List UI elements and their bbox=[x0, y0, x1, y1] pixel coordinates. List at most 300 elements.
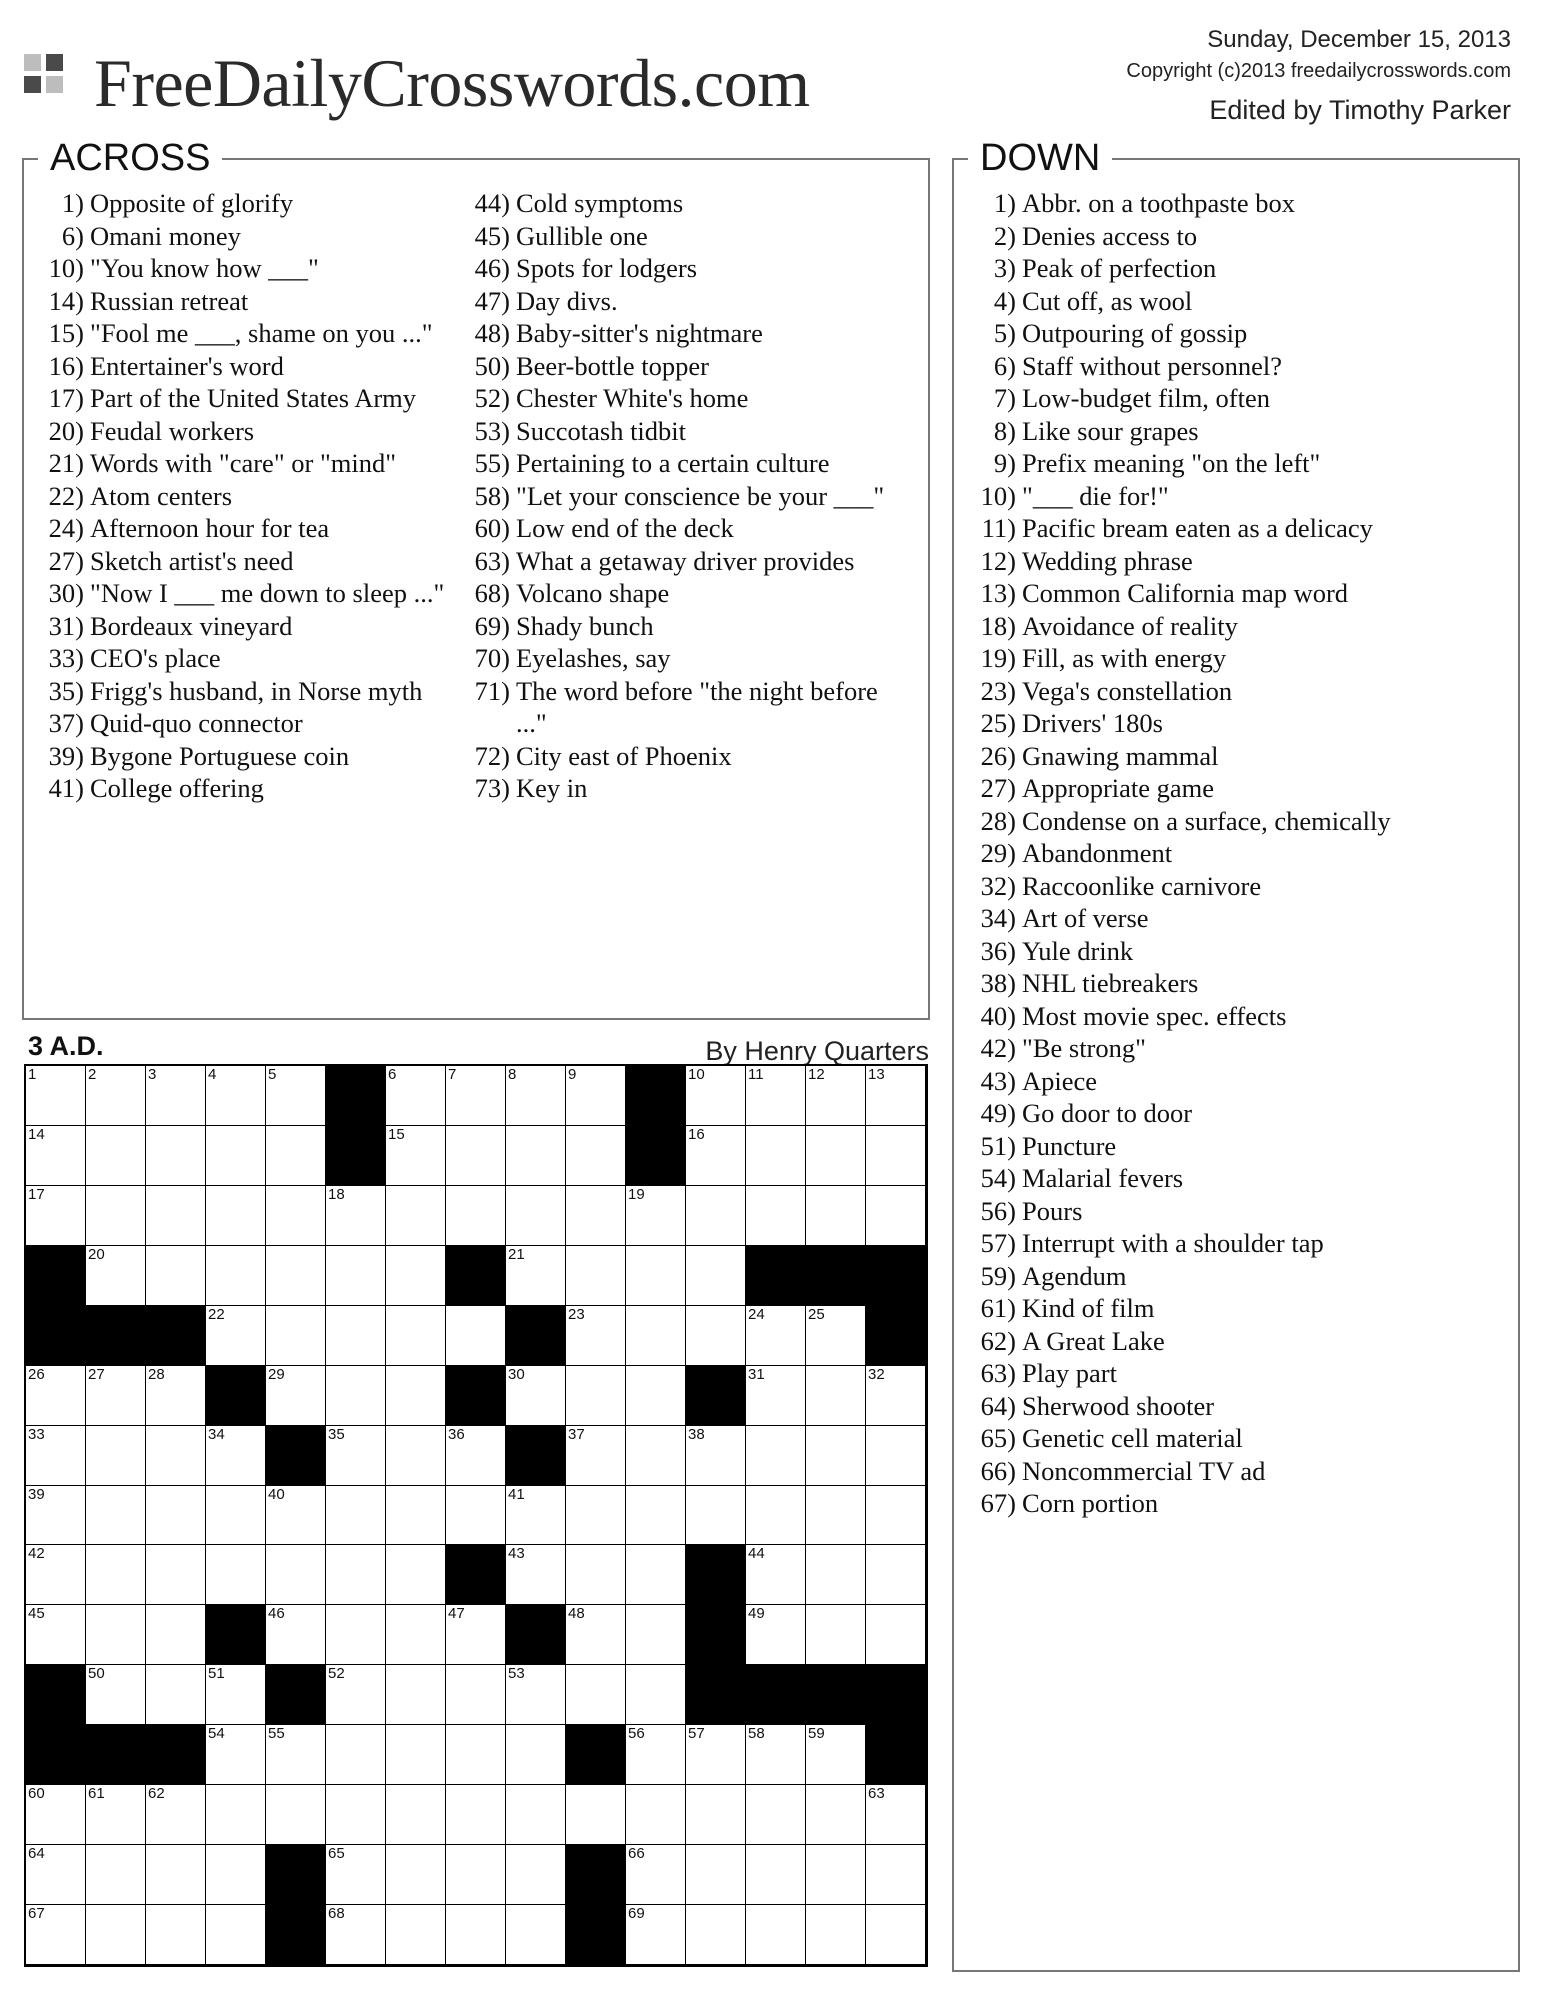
grid-cell[interactable] bbox=[506, 1725, 566, 1785]
grid-cell[interactable] bbox=[866, 1545, 926, 1605]
clue-item[interactable] bbox=[470, 350, 900, 383]
clue-item[interactable] bbox=[470, 610, 900, 643]
clue-item[interactable] bbox=[470, 642, 900, 675]
clue-item[interactable] bbox=[470, 577, 900, 610]
grid-cell[interactable] bbox=[806, 1905, 866, 1965]
clue-item[interactable] bbox=[44, 512, 454, 545]
grid-cell[interactable] bbox=[746, 1306, 806, 1366]
clue-text: Pours bbox=[1022, 1195, 1083, 1226]
clue-item[interactable] bbox=[470, 740, 900, 773]
clue-item[interactable] bbox=[470, 415, 900, 448]
clue-text: Quid-quo connector bbox=[90, 708, 303, 738]
grid-cell[interactable] bbox=[566, 1186, 626, 1246]
grid-cell[interactable] bbox=[86, 1665, 146, 1725]
grid-cell[interactable] bbox=[86, 1486, 146, 1546]
grid-cell[interactable] bbox=[746, 1785, 806, 1845]
clue-text: Art of verse bbox=[1022, 903, 1149, 933]
grid-cell[interactable] bbox=[326, 1426, 386, 1486]
grid-cell[interactable] bbox=[206, 1905, 266, 1965]
grid-cell[interactable] bbox=[566, 1486, 626, 1546]
cell-number: 56 bbox=[628, 1725, 645, 1743]
grid-cell[interactable] bbox=[806, 1725, 866, 1785]
grid-cell[interactable] bbox=[566, 1665, 626, 1725]
grid-cell[interactable] bbox=[686, 1126, 746, 1186]
clue-item[interactable] bbox=[44, 350, 454, 383]
grid-cell[interactable] bbox=[626, 1486, 686, 1546]
grid-cell[interactable] bbox=[866, 1845, 926, 1905]
clue-item[interactable] bbox=[44, 317, 454, 350]
clue-item[interactable] bbox=[976, 1487, 1506, 1520]
grid-cell[interactable] bbox=[146, 1066, 206, 1126]
cell-number: 34 bbox=[208, 1425, 225, 1443]
grid-cell[interactable] bbox=[206, 1246, 266, 1306]
grid-cell[interactable] bbox=[386, 1605, 446, 1665]
grid-cell[interactable] bbox=[746, 1845, 806, 1905]
grid-cell[interactable] bbox=[386, 1126, 446, 1186]
grid-cell[interactable] bbox=[206, 1126, 266, 1186]
grid-cell[interactable] bbox=[146, 1246, 206, 1306]
grid-cell[interactable] bbox=[266, 1306, 326, 1366]
grid-cell[interactable] bbox=[386, 1246, 446, 1306]
clue-text: Peak of perfection bbox=[1022, 253, 1217, 283]
clue-item[interactable] bbox=[44, 447, 454, 480]
grid-cell[interactable] bbox=[326, 1785, 386, 1845]
clue-item[interactable] bbox=[44, 480, 454, 513]
grid-cell[interactable] bbox=[206, 1785, 266, 1845]
grid-cell[interactable] bbox=[626, 1665, 686, 1725]
grid-cell[interactable] bbox=[806, 1545, 866, 1605]
grid-cell[interactable] bbox=[326, 1905, 386, 1965]
grid-cell[interactable] bbox=[806, 1066, 866, 1126]
grid-cell[interactable] bbox=[566, 1306, 626, 1366]
clue-item[interactable] bbox=[976, 642, 1506, 675]
grid-cell[interactable] bbox=[866, 1605, 926, 1665]
grid-cell[interactable] bbox=[146, 1126, 206, 1186]
clue-item[interactable] bbox=[976, 1065, 1506, 1098]
grid-cell[interactable] bbox=[26, 1845, 86, 1905]
clue-text: "Be strong" bbox=[1022, 1033, 1146, 1063]
clue-item[interactable] bbox=[976, 545, 1506, 578]
clue-item[interactable] bbox=[976, 740, 1506, 773]
clue-item[interactable] bbox=[44, 577, 454, 610]
grid-cell[interactable] bbox=[26, 1366, 86, 1426]
grid-cell[interactable] bbox=[566, 1605, 626, 1665]
grid-block bbox=[746, 1246, 806, 1306]
grid-cell[interactable] bbox=[26, 1426, 86, 1486]
clue-number: 46) bbox=[474, 253, 510, 283]
grid-cell[interactable] bbox=[26, 1126, 86, 1186]
grid-cell[interactable] bbox=[206, 1845, 266, 1905]
grid-cell[interactable] bbox=[506, 1246, 566, 1306]
grid-cell[interactable] bbox=[206, 1066, 266, 1126]
grid-cell[interactable] bbox=[506, 1905, 566, 1965]
grid-cell[interactable] bbox=[626, 1246, 686, 1306]
clue-item[interactable] bbox=[44, 740, 454, 773]
clue-item[interactable] bbox=[976, 610, 1506, 643]
grid-cell[interactable] bbox=[866, 1186, 926, 1246]
grid-cell[interactable] bbox=[686, 1186, 746, 1246]
grid-cell[interactable] bbox=[386, 1426, 446, 1486]
grid-cell[interactable] bbox=[746, 1366, 806, 1426]
grid-cell[interactable] bbox=[746, 1486, 806, 1546]
puzzle-author: By Henry Quarters bbox=[705, 1036, 929, 1066]
grid-cell[interactable] bbox=[266, 1186, 326, 1246]
grid-cell[interactable] bbox=[86, 1066, 146, 1126]
clue-item[interactable] bbox=[976, 1357, 1506, 1390]
clue-item[interactable] bbox=[470, 675, 900, 740]
clue-number: 70) bbox=[474, 643, 510, 673]
grid-cell[interactable] bbox=[566, 1426, 626, 1486]
clue-text: Common California map word bbox=[1022, 578, 1349, 608]
grid-cell[interactable] bbox=[446, 1186, 506, 1246]
clue-item[interactable] bbox=[976, 1390, 1506, 1423]
clue-number: 38) bbox=[980, 968, 1016, 998]
clue-item[interactable] bbox=[976, 1097, 1506, 1130]
grid-cell[interactable] bbox=[506, 1126, 566, 1186]
grid-cell[interactable] bbox=[806, 1366, 866, 1426]
grid-cell[interactable] bbox=[446, 1905, 506, 1965]
grid-cell[interactable] bbox=[746, 1905, 806, 1965]
grid-cell[interactable] bbox=[506, 1845, 566, 1905]
grid-cell[interactable] bbox=[86, 1605, 146, 1665]
grid-cell[interactable] bbox=[266, 1486, 326, 1546]
grid-cell[interactable] bbox=[206, 1545, 266, 1605]
clue-item[interactable] bbox=[976, 805, 1506, 838]
cell-number: 23 bbox=[568, 1305, 585, 1323]
clue-item[interactable] bbox=[976, 870, 1506, 903]
grid-cell[interactable] bbox=[626, 1366, 686, 1426]
cell-number: 48 bbox=[568, 1605, 585, 1623]
grid-cell[interactable] bbox=[86, 1246, 146, 1306]
clue-item[interactable] bbox=[470, 220, 900, 253]
grid-cell[interactable] bbox=[206, 1186, 266, 1246]
clue-item[interactable] bbox=[976, 1227, 1506, 1260]
clue-text: Words with "care" or "mind" bbox=[90, 448, 397, 478]
grid-cell[interactable] bbox=[146, 1545, 206, 1605]
grid-cell[interactable] bbox=[206, 1486, 266, 1546]
grid-cell[interactable] bbox=[686, 1066, 746, 1126]
grid-cell[interactable] bbox=[626, 1905, 686, 1965]
grid-cell[interactable] bbox=[26, 1545, 86, 1605]
grid-cell[interactable] bbox=[146, 1905, 206, 1965]
grid-cell[interactable] bbox=[626, 1725, 686, 1785]
clue-item[interactable] bbox=[976, 1130, 1506, 1163]
grid-cell[interactable] bbox=[86, 1785, 146, 1845]
grid-block bbox=[506, 1306, 566, 1366]
clue-item[interactable] bbox=[976, 1032, 1506, 1065]
grid-cell[interactable] bbox=[686, 1486, 746, 1546]
clue-item[interactable] bbox=[976, 252, 1506, 285]
clue-item[interactable] bbox=[976, 512, 1506, 545]
grid-cell[interactable] bbox=[626, 1845, 686, 1905]
grid-cell[interactable] bbox=[506, 1665, 566, 1725]
clue-item[interactable] bbox=[44, 382, 454, 415]
grid-cell[interactable] bbox=[806, 1845, 866, 1905]
grid-cell[interactable] bbox=[326, 1665, 386, 1725]
grid-cell[interactable] bbox=[746, 1186, 806, 1246]
grid-cell[interactable] bbox=[26, 1605, 86, 1665]
clue-number: 24) bbox=[48, 513, 84, 543]
grid-cell[interactable] bbox=[746, 1545, 806, 1605]
clue-item[interactable] bbox=[470, 382, 900, 415]
clue-item[interactable] bbox=[976, 1260, 1506, 1293]
cell-number: 22 bbox=[208, 1305, 225, 1323]
clue-item[interactable] bbox=[976, 1162, 1506, 1195]
grid-cell[interactable] bbox=[506, 1785, 566, 1845]
clue-item[interactable] bbox=[976, 285, 1506, 318]
grid-cell[interactable] bbox=[146, 1665, 206, 1725]
grid-cell[interactable] bbox=[386, 1306, 446, 1366]
clue-item[interactable] bbox=[470, 187, 900, 220]
clue-item[interactable] bbox=[976, 837, 1506, 870]
grid-cell[interactable] bbox=[686, 1426, 746, 1486]
clue-item[interactable] bbox=[976, 935, 1506, 968]
clue-item[interactable] bbox=[976, 772, 1506, 805]
grid-cell[interactable] bbox=[746, 1426, 806, 1486]
clue-item[interactable] bbox=[976, 1455, 1506, 1488]
clue-item[interactable] bbox=[976, 577, 1506, 610]
grid-cell[interactable] bbox=[206, 1426, 266, 1486]
clue-item[interactable] bbox=[44, 252, 454, 285]
grid-cell[interactable] bbox=[86, 1905, 146, 1965]
clue-item[interactable] bbox=[44, 707, 454, 740]
clue-item[interactable] bbox=[976, 675, 1506, 708]
clue-text: Low-budget film, often bbox=[1022, 383, 1271, 413]
grid-cell[interactable] bbox=[446, 1725, 506, 1785]
grid-cell[interactable] bbox=[146, 1426, 206, 1486]
clue-item[interactable] bbox=[976, 415, 1506, 448]
grid-cell[interactable] bbox=[326, 1246, 386, 1306]
grid-cell[interactable] bbox=[806, 1186, 866, 1246]
clue-number: 33) bbox=[48, 643, 84, 673]
grid-cell[interactable] bbox=[446, 1845, 506, 1905]
grid-cell[interactable] bbox=[26, 1486, 86, 1546]
grid-cell[interactable] bbox=[446, 1306, 506, 1366]
grid-cell[interactable] bbox=[86, 1426, 146, 1486]
clue-item[interactable] bbox=[976, 1000, 1506, 1033]
grid-cell[interactable] bbox=[86, 1545, 146, 1605]
grid-cell[interactable] bbox=[806, 1126, 866, 1186]
grid-cell[interactable] bbox=[626, 1605, 686, 1665]
grid-cell[interactable] bbox=[266, 1605, 326, 1665]
grid-cell[interactable] bbox=[806, 1785, 866, 1845]
grid-cell[interactable] bbox=[566, 1066, 626, 1126]
grid-cell[interactable] bbox=[386, 1066, 446, 1126]
grid-cell[interactable] bbox=[626, 1785, 686, 1845]
grid-cell[interactable] bbox=[866, 1785, 926, 1845]
clue-text: Baby-sitter's nightmare bbox=[516, 318, 763, 348]
grid-cell[interactable] bbox=[566, 1366, 626, 1426]
clue-item[interactable] bbox=[976, 967, 1506, 1000]
grid-cell[interactable] bbox=[146, 1486, 206, 1546]
cell-number: 35 bbox=[328, 1425, 345, 1443]
grid-cell[interactable] bbox=[86, 1186, 146, 1246]
clue-item[interactable] bbox=[976, 480, 1506, 513]
grid-cell[interactable] bbox=[626, 1306, 686, 1366]
grid-cell[interactable] bbox=[146, 1366, 206, 1426]
grid-cell[interactable] bbox=[506, 1486, 566, 1546]
clue-item[interactable] bbox=[44, 220, 454, 253]
grid-cell[interactable] bbox=[446, 1426, 506, 1486]
grid-cell[interactable] bbox=[266, 1725, 326, 1785]
grid-cell[interactable] bbox=[86, 1845, 146, 1905]
clue-item[interactable] bbox=[44, 675, 454, 708]
grid-cell[interactable] bbox=[146, 1186, 206, 1246]
grid-cell[interactable] bbox=[686, 1306, 746, 1366]
cell-number: 18 bbox=[328, 1185, 345, 1203]
grid-cell[interactable] bbox=[146, 1845, 206, 1905]
grid-cell[interactable] bbox=[326, 1186, 386, 1246]
grid-block bbox=[26, 1725, 86, 1785]
clue-item[interactable] bbox=[976, 1292, 1506, 1325]
grid-cell[interactable] bbox=[866, 1426, 926, 1486]
grid-cell[interactable] bbox=[386, 1665, 446, 1725]
grid-cell[interactable] bbox=[386, 1366, 446, 1426]
clue-item[interactable] bbox=[976, 447, 1506, 480]
grid-cell[interactable] bbox=[446, 1066, 506, 1126]
clue-text: CEO's place bbox=[90, 643, 221, 673]
grid-cell[interactable] bbox=[806, 1306, 866, 1366]
clue-item[interactable] bbox=[976, 1422, 1506, 1455]
grid-cell[interactable] bbox=[686, 1905, 746, 1965]
grid-cell[interactable] bbox=[386, 1186, 446, 1246]
clue-item[interactable] bbox=[470, 480, 900, 513]
grid-cell[interactable] bbox=[866, 1066, 926, 1126]
grid-cell[interactable] bbox=[386, 1905, 446, 1965]
clue-item[interactable] bbox=[976, 1325, 1506, 1358]
grid-cell[interactable] bbox=[806, 1426, 866, 1486]
grid-cell[interactable] bbox=[26, 1785, 86, 1845]
clue-item[interactable] bbox=[976, 317, 1506, 350]
clue-item[interactable] bbox=[976, 187, 1506, 220]
clue-item[interactable] bbox=[44, 772, 454, 805]
grid-cell[interactable] bbox=[866, 1486, 926, 1546]
grid-cell[interactable] bbox=[386, 1545, 446, 1605]
clue-item[interactable] bbox=[976, 1195, 1506, 1228]
grid-cell[interactable] bbox=[686, 1725, 746, 1785]
clue-item[interactable] bbox=[470, 252, 900, 285]
grid-cell[interactable] bbox=[86, 1126, 146, 1186]
grid-cell[interactable] bbox=[266, 1785, 326, 1845]
grid-cell[interactable] bbox=[266, 1066, 326, 1126]
grid-cell[interactable] bbox=[506, 1545, 566, 1605]
grid-cell[interactable] bbox=[866, 1905, 926, 1965]
grid-cell[interactable] bbox=[326, 1486, 386, 1546]
grid-cell[interactable] bbox=[686, 1785, 746, 1845]
clue-item[interactable] bbox=[470, 447, 900, 480]
grid-cell[interactable] bbox=[506, 1066, 566, 1126]
grid-cell[interactable] bbox=[86, 1366, 146, 1426]
grid-cell[interactable] bbox=[866, 1366, 926, 1426]
clue-item[interactable] bbox=[44, 642, 454, 675]
grid-cell[interactable] bbox=[686, 1845, 746, 1905]
grid-cell[interactable] bbox=[686, 1246, 746, 1306]
grid-cell[interactable] bbox=[866, 1126, 926, 1186]
grid-cell[interactable] bbox=[446, 1486, 506, 1546]
grid-cell[interactable] bbox=[626, 1186, 686, 1246]
grid-cell[interactable] bbox=[326, 1725, 386, 1785]
grid-cell[interactable] bbox=[266, 1246, 326, 1306]
clue-item[interactable] bbox=[470, 317, 900, 350]
grid-cell[interactable] bbox=[386, 1785, 446, 1845]
clue-number: 11) bbox=[981, 513, 1016, 543]
grid-cell[interactable] bbox=[746, 1126, 806, 1186]
clue-number: 37) bbox=[48, 708, 84, 738]
clue-item[interactable] bbox=[44, 187, 454, 220]
grid-cell[interactable] bbox=[386, 1486, 446, 1546]
grid-cell[interactable] bbox=[146, 1785, 206, 1845]
grid-cell[interactable] bbox=[806, 1605, 866, 1665]
grid-cell[interactable] bbox=[326, 1306, 386, 1366]
clue-item[interactable] bbox=[976, 707, 1506, 740]
clue-item[interactable] bbox=[470, 772, 900, 805]
grid-cell[interactable] bbox=[506, 1366, 566, 1426]
grid-cell[interactable] bbox=[206, 1306, 266, 1366]
clue-item[interactable] bbox=[976, 902, 1506, 935]
grid-cell[interactable] bbox=[26, 1066, 86, 1126]
grid-cell[interactable] bbox=[266, 1366, 326, 1426]
grid-cell[interactable] bbox=[386, 1845, 446, 1905]
grid-cell[interactable] bbox=[446, 1605, 506, 1665]
clue-text: Go door to door bbox=[1022, 1098, 1193, 1128]
logo-square-icon bbox=[24, 54, 41, 71]
grid-cell[interactable] bbox=[26, 1186, 86, 1246]
grid-cell[interactable] bbox=[206, 1665, 266, 1725]
grid-cell[interactable] bbox=[566, 1246, 626, 1306]
clue-item[interactable] bbox=[44, 610, 454, 643]
grid-cell[interactable] bbox=[566, 1785, 626, 1845]
clue-item[interactable] bbox=[470, 285, 900, 318]
grid-cell[interactable] bbox=[566, 1126, 626, 1186]
cell-number: 69 bbox=[628, 1905, 645, 1923]
grid-cell[interactable] bbox=[746, 1605, 806, 1665]
clue-item[interactable] bbox=[44, 545, 454, 578]
clue-item[interactable] bbox=[976, 220, 1506, 253]
grid-cell[interactable] bbox=[566, 1545, 626, 1605]
grid-block bbox=[866, 1246, 926, 1306]
grid-cell[interactable] bbox=[446, 1665, 506, 1725]
grid-cell[interactable] bbox=[326, 1366, 386, 1426]
clue-item[interactable] bbox=[470, 545, 900, 578]
grid-block bbox=[686, 1545, 746, 1605]
grid-cell[interactable] bbox=[386, 1725, 446, 1785]
clue-item[interactable] bbox=[976, 350, 1506, 383]
grid-cell[interactable] bbox=[506, 1186, 566, 1246]
grid-cell[interactable] bbox=[266, 1126, 326, 1186]
grid-cell[interactable] bbox=[266, 1545, 326, 1605]
clue-item[interactable] bbox=[976, 382, 1506, 415]
grid-cell[interactable] bbox=[446, 1785, 506, 1845]
grid-cell[interactable] bbox=[206, 1725, 266, 1785]
clue-item[interactable] bbox=[470, 512, 900, 545]
grid-cell[interactable] bbox=[626, 1545, 686, 1605]
clue-item[interactable] bbox=[44, 415, 454, 448]
grid-cell[interactable] bbox=[746, 1725, 806, 1785]
clue-item[interactable] bbox=[44, 285, 454, 318]
grid-cell[interactable] bbox=[326, 1545, 386, 1605]
grid-cell[interactable] bbox=[26, 1905, 86, 1965]
grid-cell[interactable] bbox=[626, 1426, 686, 1486]
clue-text: Day divs. bbox=[516, 285, 618, 316]
grid-cell[interactable] bbox=[146, 1605, 206, 1665]
grid-cell[interactable] bbox=[806, 1486, 866, 1546]
grid-cell[interactable] bbox=[446, 1126, 506, 1186]
grid-cell[interactable] bbox=[326, 1845, 386, 1905]
editor-credit: Edited by Timothy Parker bbox=[1209, 95, 1511, 125]
cell-number: 15 bbox=[388, 1125, 405, 1143]
grid-cell[interactable] bbox=[746, 1066, 806, 1126]
grid-cell[interactable] bbox=[326, 1605, 386, 1665]
